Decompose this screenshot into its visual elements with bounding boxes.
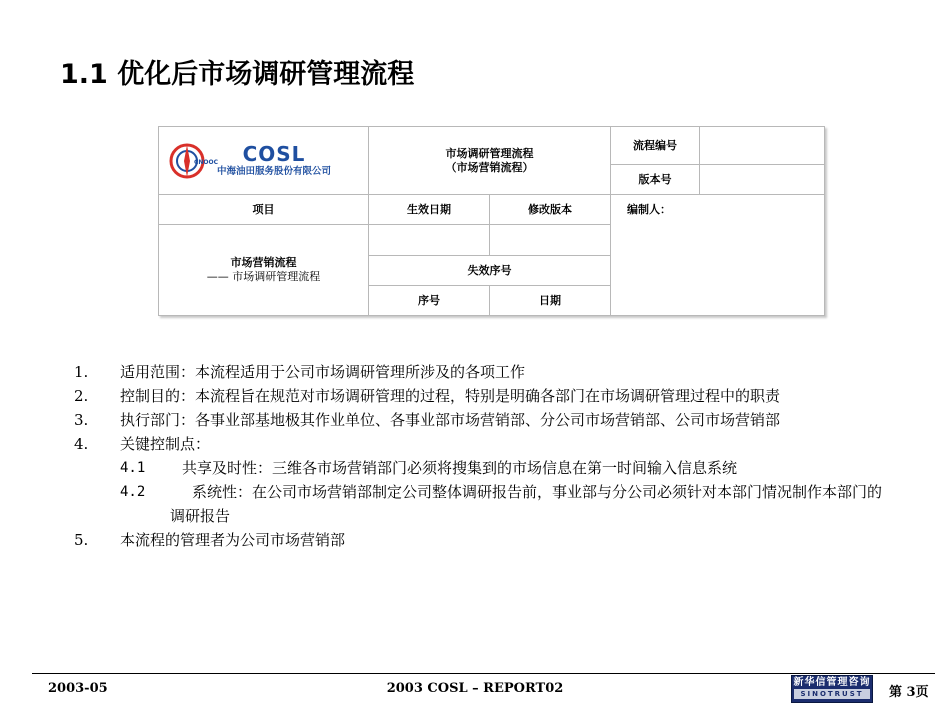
seq-label: 序号 bbox=[369, 286, 490, 316]
list-item bbox=[74, 360, 894, 384]
header-revised-version: 修改版本 bbox=[490, 195, 611, 225]
sinotrust-logo bbox=[791, 675, 873, 703]
item-number: 3. bbox=[74, 411, 89, 429]
process-form-table bbox=[158, 126, 825, 316]
item-text: 关键控制点： bbox=[120, 435, 211, 453]
subitem-number: 4.2 bbox=[120, 484, 146, 500]
item-number: 1. bbox=[74, 363, 89, 381]
header-author: 编制人： bbox=[611, 195, 825, 316]
brand-name: COSL bbox=[242, 141, 306, 166]
cosl-emblem-icon bbox=[167, 141, 219, 181]
page-number: 第 3页 bbox=[889, 685, 929, 700]
item-text: 本流程的管理者为公司市场营销部 bbox=[120, 531, 346, 549]
company-logo-cell bbox=[159, 127, 369, 195]
svg-text:CNOOC: CNOOC bbox=[194, 158, 219, 166]
version-value bbox=[700, 165, 825, 195]
expiry-no-label: 失效序号 bbox=[369, 256, 611, 286]
process-no-value bbox=[700, 127, 825, 165]
subitem-number: 4.1 bbox=[120, 460, 146, 476]
sub-list-item bbox=[74, 480, 894, 528]
subitem-text: 共享及时性：三维各市场营销部门必须将搜集到的市场信息在第一时间输入信息系统 bbox=[182, 459, 738, 477]
header-effective-date: 生效日期 bbox=[369, 195, 490, 225]
list-item bbox=[74, 432, 894, 456]
footer-report-text: 2003 COSL – REPORT02 bbox=[386, 681, 564, 696]
footer-divider bbox=[32, 673, 935, 674]
item-number: 4. bbox=[74, 435, 89, 453]
process-name: 市场调研管理流程 bbox=[445, 146, 534, 160]
revised-version-value bbox=[490, 225, 611, 256]
process-subname: （市场营销流程） bbox=[445, 160, 534, 174]
sub-list-item bbox=[74, 456, 894, 480]
footer-date: 2003-05 bbox=[48, 681, 108, 696]
process-category-cell bbox=[159, 225, 369, 316]
effective-date-value bbox=[369, 225, 490, 256]
item-number: 5. bbox=[74, 531, 89, 549]
process-title-cell bbox=[369, 127, 611, 195]
page-title: 1.1 优化后市场调研管理流程 bbox=[60, 59, 415, 90]
list-item bbox=[74, 528, 894, 552]
item-text: 适用范围：本流程适用于公司市场调研管理所涉及的各项工作 bbox=[120, 363, 526, 381]
process-no-label: 流程编号 bbox=[611, 127, 700, 165]
item-number: 2. bbox=[74, 387, 89, 405]
header-item: 项目 bbox=[159, 195, 369, 225]
process-child: —— 市场调研管理流程 bbox=[206, 270, 321, 283]
subitem-text: 系统性：在公司市场营销部制定公司整体调研报告前，事业部与分公司必须针对本部门情况制作本部门的调研报告 bbox=[170, 483, 883, 525]
list-item bbox=[74, 384, 894, 408]
content-list bbox=[74, 360, 894, 552]
item-text: 执行部门：各事业部基地极其作业单位、各事业部市场营销部、分公司市场营销部、公司市场营销部 bbox=[120, 411, 781, 429]
process-main: 市场营销流程 bbox=[230, 256, 297, 269]
consultant-name-cn: 新华信管理咨询 bbox=[793, 677, 871, 688]
consultant-name-en: SINOTRUST bbox=[794, 689, 870, 699]
date-label: 日期 bbox=[490, 286, 611, 316]
company-name: 中海油田服务股份有限公司 bbox=[217, 165, 332, 177]
item-text: 控制目的：本流程旨在规范对市场调研管理的过程，特别是明确各部门在市场调研管理过程中的职责 bbox=[120, 387, 781, 405]
version-label: 版本号 bbox=[611, 165, 700, 195]
list-item bbox=[74, 408, 894, 432]
